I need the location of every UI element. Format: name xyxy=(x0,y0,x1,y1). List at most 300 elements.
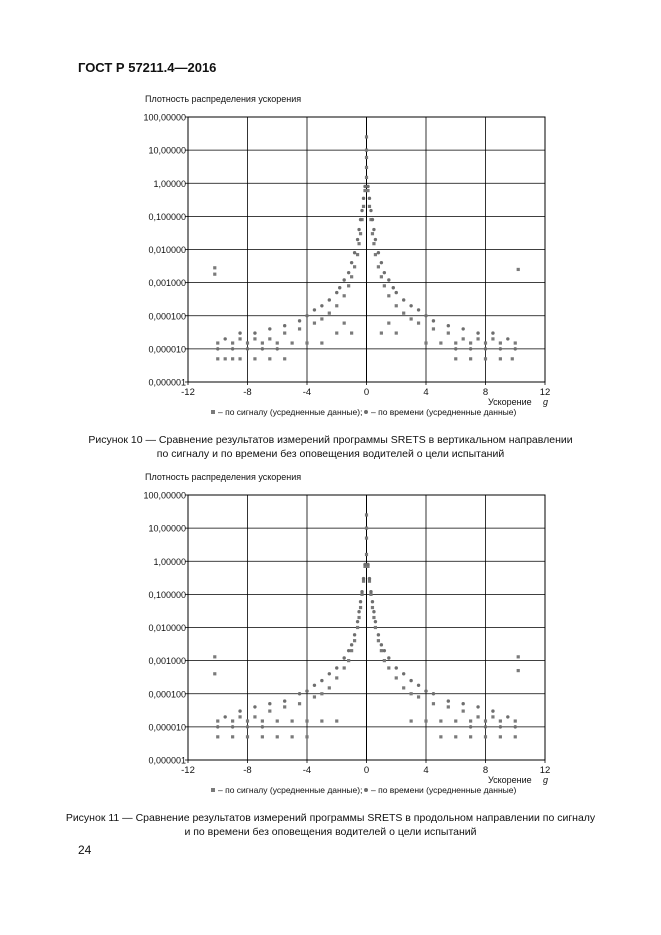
y-tick-label: 0,010000 xyxy=(148,245,186,255)
data-point-signal xyxy=(253,715,256,718)
data-point-signal xyxy=(410,317,413,320)
data-point-signal xyxy=(514,341,517,344)
data-point-time xyxy=(371,600,374,603)
chart-figure-11 xyxy=(0,463,661,798)
data-point-time xyxy=(328,298,331,301)
figure-10-caption-line2: по сигналу и по времени без оповещения водителей о цели испытаний xyxy=(156,448,505,460)
x-tick-label: 4 xyxy=(423,387,429,398)
data-point-time xyxy=(387,278,390,281)
data-point-time xyxy=(417,684,420,687)
data-point-time xyxy=(374,620,377,623)
x-tick-label: -12 xyxy=(181,387,195,398)
data-point-signal xyxy=(469,719,472,722)
data-point-signal xyxy=(253,337,256,340)
data-point-time xyxy=(395,291,398,294)
data-point-signal xyxy=(447,331,450,334)
data-point-signal xyxy=(454,719,457,722)
data-point-time xyxy=(283,699,286,702)
data-point-time xyxy=(298,692,301,695)
legend-marker-signal xyxy=(211,788,215,792)
data-point-signal xyxy=(356,626,359,629)
data-point-signal xyxy=(499,341,502,344)
data-point-time xyxy=(246,725,249,728)
data-point-time xyxy=(347,271,350,274)
data-point-signal xyxy=(353,265,356,268)
data-point-signal xyxy=(372,242,375,245)
data-point-time xyxy=(402,672,405,675)
data-point-signal xyxy=(283,357,286,360)
x-axis-unit: g xyxy=(543,397,549,407)
data-point-signal xyxy=(454,341,457,344)
data-point-time xyxy=(447,324,450,327)
data-point-signal xyxy=(291,719,294,722)
chart-figure-10 xyxy=(0,85,661,420)
data-point-time xyxy=(335,291,338,294)
data-point-signal xyxy=(356,253,359,256)
y-tick-label: 0,000100 xyxy=(148,689,186,700)
data-point-signal xyxy=(291,735,294,738)
y-tick-label: 0,000010 xyxy=(148,722,186,733)
data-point-signal xyxy=(469,341,472,344)
data-point-signal xyxy=(328,686,331,689)
data-point-time xyxy=(484,725,487,728)
data-point-time xyxy=(298,319,301,322)
data-point-time xyxy=(374,238,377,241)
data-point-time xyxy=(402,298,405,301)
data-point-signal xyxy=(313,695,316,698)
data-point-signal xyxy=(231,341,234,344)
data-point-time xyxy=(216,347,219,350)
data-point-time xyxy=(268,702,271,705)
data-point-time xyxy=(356,620,359,623)
data-point-signal xyxy=(402,312,405,315)
data-point-signal xyxy=(357,242,360,245)
data-point-signal xyxy=(276,719,279,722)
data-point-signal xyxy=(365,553,368,556)
data-point-signal xyxy=(305,719,308,722)
figure-11-caption xyxy=(40,811,621,839)
data-point-signal xyxy=(517,655,520,658)
data-point-time xyxy=(506,337,509,340)
data-point-signal xyxy=(499,735,502,738)
data-point-signal xyxy=(335,304,338,307)
data-point-time xyxy=(424,314,427,317)
data-point-signal xyxy=(365,176,368,179)
data-point-signal xyxy=(359,232,362,235)
x-tick-label: -12 xyxy=(181,765,195,776)
data-point-signal xyxy=(366,189,369,192)
data-point-signal xyxy=(359,606,362,609)
y-tick-label: 100,00000 xyxy=(143,112,186,123)
data-point-signal xyxy=(305,341,308,344)
data-point-time xyxy=(491,331,494,334)
data-point-signal xyxy=(320,719,323,722)
data-point-time xyxy=(238,331,241,334)
data-point-time xyxy=(231,725,234,728)
figure-11-caption-line1: Рисунок 11 — Сравнение результатов измерений программы SRETS в продольном направлении по сигналу xyxy=(65,812,596,824)
data-point-signal xyxy=(469,357,472,360)
data-point-signal xyxy=(377,639,380,642)
data-point-signal xyxy=(362,205,365,208)
data-point-time xyxy=(231,347,234,350)
data-point-signal xyxy=(462,337,465,340)
figure-10-caption xyxy=(40,433,621,461)
data-point-signal xyxy=(368,205,371,208)
data-point-signal xyxy=(216,341,219,344)
data-point-time xyxy=(514,725,517,728)
data-point-signal xyxy=(410,692,413,695)
data-point-signal xyxy=(484,341,487,344)
data-point-signal xyxy=(514,719,517,722)
data-point-time xyxy=(276,347,279,350)
data-point-time xyxy=(363,185,366,188)
data-point-time xyxy=(356,238,359,241)
data-point-time xyxy=(383,649,386,652)
y-tick-label: 10,00000 xyxy=(148,523,186,534)
data-point-signal xyxy=(424,341,427,344)
y-tick-label: 0,010000 xyxy=(148,623,186,633)
data-point-signal xyxy=(447,705,450,708)
data-point-signal xyxy=(357,616,360,619)
data-point-signal xyxy=(343,294,346,297)
y-tick-label: 10,00000 xyxy=(148,145,186,156)
figure-10-caption-line1: Рисунок 10 — Сравнение результатов измерений программы SRETS в вертикальном направлении xyxy=(88,434,573,446)
data-point-signal xyxy=(484,735,487,738)
data-point-time xyxy=(261,725,264,728)
data-point-time xyxy=(409,679,412,682)
data-point-signal xyxy=(439,735,442,738)
data-point-time xyxy=(357,610,360,613)
data-point-time xyxy=(366,563,369,566)
data-point-signal xyxy=(514,735,517,738)
data-point-time xyxy=(320,679,323,682)
x-tick-label: 0 xyxy=(363,765,370,776)
data-point-signal xyxy=(231,719,234,722)
data-point-time xyxy=(368,197,371,200)
data-point-signal xyxy=(350,649,353,652)
data-point-signal xyxy=(517,669,520,672)
data-point-signal xyxy=(511,357,514,360)
data-point-signal xyxy=(462,709,465,712)
data-point-signal xyxy=(268,709,271,712)
data-point-time xyxy=(424,689,427,692)
data-point-signal xyxy=(261,719,264,722)
data-point-time xyxy=(454,347,457,350)
data-point-signal xyxy=(395,676,398,679)
data-point-signal xyxy=(335,331,338,334)
data-point-signal xyxy=(372,616,375,619)
data-point-time xyxy=(432,692,435,695)
data-point-signal xyxy=(484,357,487,360)
data-point-time xyxy=(362,577,365,580)
data-point-signal xyxy=(383,659,386,662)
data-point-time xyxy=(432,319,435,322)
x-tick-label: 12 xyxy=(539,765,551,776)
data-point-time xyxy=(261,347,264,350)
data-point-signal xyxy=(417,321,420,324)
data-point-signal xyxy=(343,666,346,669)
data-point-signal xyxy=(328,312,331,315)
data-point-signal xyxy=(387,294,390,297)
legend xyxy=(211,785,517,795)
data-point-signal xyxy=(499,357,502,360)
x-tick-label: 8 xyxy=(482,765,489,776)
data-point-signal xyxy=(335,719,338,722)
data-point-time xyxy=(377,633,380,636)
data-point-signal xyxy=(246,341,249,344)
data-point-signal xyxy=(347,659,350,662)
data-point-signal xyxy=(238,715,241,718)
data-point-time xyxy=(417,308,420,311)
data-point-time xyxy=(350,643,353,646)
data-point-time xyxy=(380,261,383,264)
x-axis-title: Ускорение xyxy=(488,397,532,407)
data-point-signal xyxy=(377,265,380,268)
data-point-signal xyxy=(298,702,301,705)
data-point-signal xyxy=(402,686,405,689)
data-point-time xyxy=(395,666,398,669)
data-point-time xyxy=(447,699,450,702)
data-point-signal xyxy=(353,639,356,642)
data-point-signal xyxy=(216,357,219,360)
data-point-signal xyxy=(439,719,442,722)
data-point-time xyxy=(387,656,390,659)
data-point-signal xyxy=(261,735,264,738)
x-tick-label: -8 xyxy=(243,765,252,776)
data-point-time xyxy=(246,347,249,350)
page-number: 24 xyxy=(78,843,92,857)
data-point-signal xyxy=(365,135,368,138)
y-tick-label: 1,00000 xyxy=(153,556,186,567)
data-point-signal xyxy=(387,321,390,324)
data-point-time xyxy=(359,600,362,603)
data-point-signal xyxy=(246,719,249,722)
data-point-signal xyxy=(213,273,216,276)
data-point-time xyxy=(363,563,366,566)
data-point-time xyxy=(366,185,369,188)
data-point-time xyxy=(499,347,502,350)
x-tick-label: 4 xyxy=(423,765,429,776)
data-point-signal xyxy=(410,719,413,722)
data-point-time xyxy=(342,278,345,281)
data-point-time xyxy=(268,327,271,330)
x-tick-label: -4 xyxy=(302,765,312,776)
data-point-time xyxy=(335,666,338,669)
data-point-signal xyxy=(476,715,479,718)
data-point-time xyxy=(359,218,362,221)
data-point-time xyxy=(372,228,375,231)
data-point-signal xyxy=(283,705,286,708)
data-point-signal xyxy=(491,715,494,718)
data-point-signal xyxy=(380,331,383,334)
figure-11-caption-line2: и по времени без оповещения водителей о цели испытаний xyxy=(184,826,477,838)
data-point-time xyxy=(506,715,509,718)
data-point-signal xyxy=(432,702,435,705)
data-point-time xyxy=(377,251,380,254)
data-point-time xyxy=(380,643,383,646)
legend-label-signal: – по сигналу (усредненные данные); xyxy=(218,785,363,795)
legend-label-time: – по времени (усредненные данные) xyxy=(371,407,517,417)
x-tick-label: 8 xyxy=(482,387,489,398)
x-tick-label: -4 xyxy=(302,387,312,398)
data-point-signal xyxy=(283,331,286,334)
data-point-signal xyxy=(313,321,316,324)
data-point-time xyxy=(320,304,323,307)
x-tick-label: 0 xyxy=(363,387,370,398)
legend-label-time: – по времени (усредненные данные) xyxy=(371,785,517,795)
data-point-time xyxy=(360,590,363,593)
data-point-time xyxy=(371,218,374,221)
data-point-signal xyxy=(365,536,368,539)
data-point-signal xyxy=(365,527,368,530)
data-point-signal xyxy=(268,357,271,360)
y-tick-label: 0,001000 xyxy=(148,278,186,289)
data-point-time xyxy=(372,610,375,613)
data-point-signal xyxy=(350,275,353,278)
data-point-signal xyxy=(371,232,374,235)
data-point-time xyxy=(347,649,350,652)
legend-label-signal: – по сигналу (усредненные данные); xyxy=(218,407,363,417)
data-point-signal xyxy=(231,735,234,738)
legend-marker-time xyxy=(364,788,368,792)
data-point-time xyxy=(253,331,256,334)
data-point-time xyxy=(357,228,360,231)
data-point-time xyxy=(216,725,219,728)
data-point-signal xyxy=(363,189,366,192)
data-point-time xyxy=(491,709,494,712)
y-tick-label: 0,001000 xyxy=(148,656,186,667)
data-point-time xyxy=(313,308,316,311)
data-point-signal xyxy=(216,719,219,722)
data-point-signal xyxy=(320,317,323,320)
legend xyxy=(211,407,517,417)
data-point-signal xyxy=(268,337,271,340)
data-point-time xyxy=(469,347,472,350)
data-point-time xyxy=(253,705,256,708)
data-point-signal xyxy=(424,719,427,722)
data-point-signal xyxy=(216,735,219,738)
data-point-time xyxy=(238,709,241,712)
data-point-signal xyxy=(213,672,216,675)
data-point-signal xyxy=(231,357,234,360)
y-tick-label: 0,100000 xyxy=(148,211,186,222)
data-point-signal xyxy=(365,156,368,159)
data-point-signal xyxy=(491,337,494,340)
data-point-time xyxy=(383,271,386,274)
y-tick-label: 0,000001 xyxy=(148,755,186,766)
data-point-time xyxy=(461,702,464,705)
data-point-time xyxy=(283,324,286,327)
data-point-signal xyxy=(432,327,435,330)
legend-marker-signal xyxy=(211,410,215,414)
data-point-time xyxy=(368,577,371,580)
data-point-time xyxy=(328,672,331,675)
data-point-signal xyxy=(383,284,386,287)
data-point-time xyxy=(223,337,226,340)
data-point-signal xyxy=(298,327,301,330)
data-point-signal xyxy=(484,719,487,722)
y-tick-label: 0,000001 xyxy=(148,377,186,388)
data-point-time xyxy=(392,286,395,289)
data-point-signal xyxy=(380,649,383,652)
data-point-signal xyxy=(387,666,390,669)
data-point-signal xyxy=(347,284,350,287)
data-point-time xyxy=(461,327,464,330)
legend-marker-time xyxy=(364,410,368,414)
data-point-time xyxy=(362,197,365,200)
data-point-signal xyxy=(469,735,472,738)
data-point-time xyxy=(305,314,308,317)
y-axis-title: Плотность распределения ускорения xyxy=(145,472,302,482)
y-tick-label: 0,100000 xyxy=(148,589,186,600)
data-point-signal xyxy=(238,357,241,360)
data-point-signal xyxy=(499,719,502,722)
data-point-time xyxy=(514,347,517,350)
data-point-signal xyxy=(395,304,398,307)
x-tick-label: 12 xyxy=(539,387,551,398)
data-point-time xyxy=(350,261,353,264)
data-point-signal xyxy=(371,606,374,609)
data-point-signal xyxy=(476,337,479,340)
data-point-signal xyxy=(246,735,249,738)
data-point-signal xyxy=(380,275,383,278)
data-point-signal xyxy=(261,341,264,344)
data-point-time xyxy=(484,347,487,350)
data-point-time xyxy=(476,705,479,708)
data-point-signal xyxy=(417,695,420,698)
data-point-signal xyxy=(320,692,323,695)
data-point-signal xyxy=(343,321,346,324)
data-point-time xyxy=(369,590,372,593)
y-tick-label: 0,000010 xyxy=(148,344,186,355)
data-point-time xyxy=(223,715,226,718)
data-point-signal xyxy=(291,341,294,344)
data-point-signal xyxy=(320,341,323,344)
data-point-signal xyxy=(454,357,457,360)
y-tick-label: 0,000100 xyxy=(148,311,186,322)
x-axis-title: Ускорение xyxy=(488,775,532,785)
data-point-signal xyxy=(213,655,216,658)
data-point-signal xyxy=(224,357,227,360)
data-point-signal xyxy=(276,735,279,738)
data-point-signal xyxy=(439,341,442,344)
data-point-time xyxy=(353,251,356,254)
data-point-time xyxy=(353,633,356,636)
data-point-time xyxy=(360,209,363,212)
data-point-time xyxy=(409,304,412,307)
data-point-time xyxy=(338,286,341,289)
data-point-time xyxy=(342,656,345,659)
data-point-signal xyxy=(305,735,308,738)
data-point-time xyxy=(313,684,316,687)
x-axis-unit: g xyxy=(543,775,549,785)
y-axis-title: Плотность распределения ускорения xyxy=(145,94,302,104)
data-point-signal xyxy=(276,341,279,344)
data-point-signal xyxy=(213,266,216,269)
data-point-signal xyxy=(517,268,520,271)
data-point-time xyxy=(499,725,502,728)
y-tick-label: 1,00000 xyxy=(153,178,186,189)
data-point-signal xyxy=(365,149,368,152)
data-point-signal xyxy=(335,676,338,679)
data-point-signal xyxy=(350,331,353,334)
x-tick-label: -8 xyxy=(243,387,252,398)
data-point-signal xyxy=(374,253,377,256)
y-tick-label: 100,00000 xyxy=(143,490,186,501)
data-point-signal xyxy=(253,357,256,360)
data-point-time xyxy=(476,331,479,334)
data-point-time xyxy=(469,725,472,728)
